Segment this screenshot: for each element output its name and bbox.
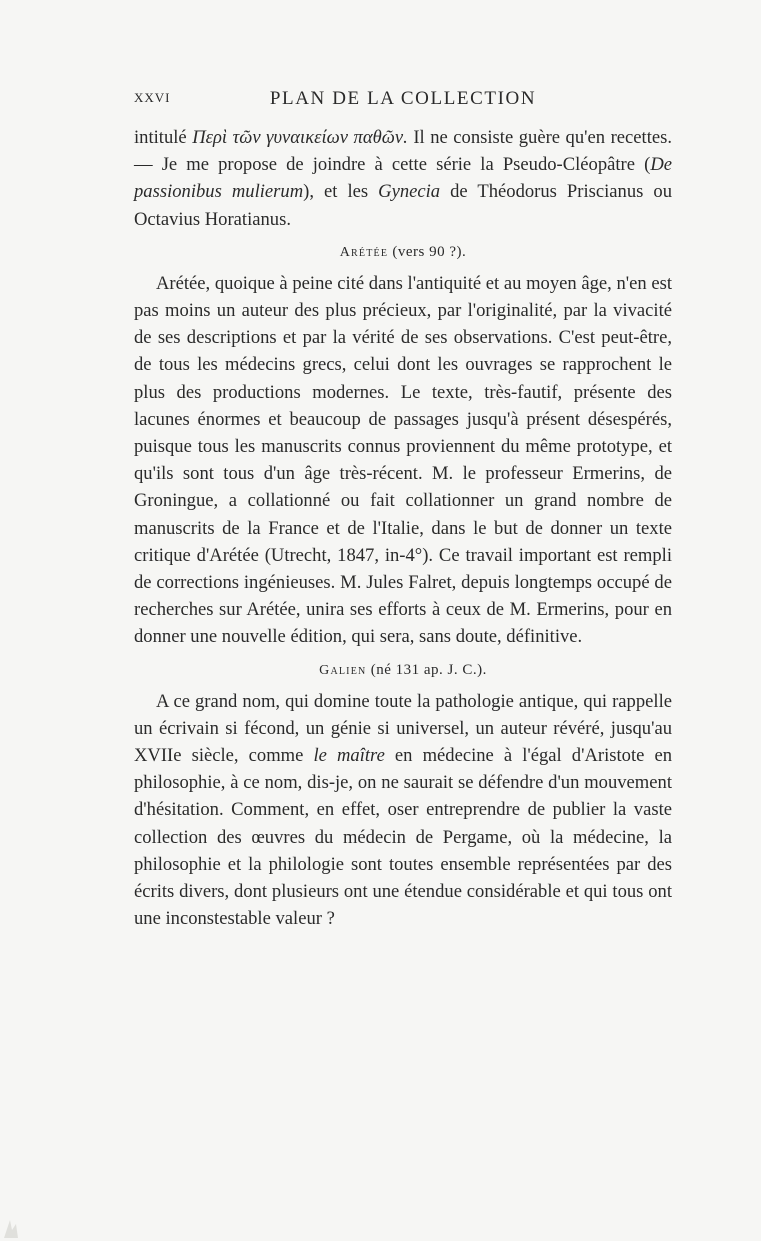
intro-text-a: intitulé: [134, 127, 193, 148]
body-text: [134, 124, 672, 932]
galien-paragraph: [134, 688, 672, 933]
section-heading-aretee: [134, 244, 672, 261]
section-heading-name: Galien: [319, 662, 367, 678]
running-title: PLAN DE LA COLLECTION: [269, 88, 537, 109]
page-number: XXVI: [134, 90, 171, 105]
galien-text-b: en médecine à l'égal d'Aristote en philosophie, à ce nom, dis-je, on ne saurait se défendre d'un mouvement d'hésitation. Comment, en effet, oser entreprendre de publier la vaste collection des œuvres du médecin de Pergame, où la médecine, la philosophie et la philologie sont toutes ensemble représentées par des écrits divers, dont plusieurs ont une étendue considérable et qui tous ont une inconstestable valeur ?: [134, 745, 672, 930]
section-heading-galien: [134, 662, 672, 679]
intro-paragraph: [134, 124, 672, 233]
latin-title: De passionibus mulierum: [134, 154, 672, 203]
paper-mark: [2, 1200, 32, 1240]
gynecia-title: Gynecia: [378, 181, 441, 203]
galien-italic: le maître: [313, 745, 385, 767]
section-heading-name: Arétée: [339, 244, 389, 260]
greek-title: Περὶ τῶν γυναικείων παθῶν.: [192, 127, 408, 148]
intro-text-c: ), et les: [303, 181, 379, 203]
page-header: [134, 88, 672, 112]
intro-text-d: de Théodorus Priscianus ou Octavius Horatianus.: [134, 181, 672, 230]
section-heading-date: (vers 90 ?).: [392, 243, 467, 260]
section-heading-date: (né 131 ap. J. C.).: [370, 661, 487, 678]
aretee-paragraph: Arétée, quoique à peine cité dans l'antiquité et au moyen âge, n'en est pas moins un auteur des plus précieux, par l'originalité, par la vivacité de ses descriptions et par la vérité de ses observations. C'est peut-être, de tous les médecins grecs, celui dont les ouvrages se rapprochent le plus des productions modernes. Le texte, très-fautif, présente des lacunes énormes et beaucoup de passages jusqu'à présent désespérés, puisque tous les manuscrits connus proviennent du même prototype, et qu'ils sont tous d'un âge très-récent. M. le professeur Ermerins, de Groningue, a collationné ou fait collationner un grand nombre de manuscrits de la France et de l'Italie, dans le but de donner un texte critique d'Arétée (Utrecht, 1847, in-4°). Ce travail important est rempli de corrections ingénieuses. M. Jules Falret, depuis longtemps occupé de recherches sur Arétée, unira ses efforts à ceux de M. Ermerins, pour en donner une nouvelle édition, qui sera, sans doute, définitive.: [134, 272, 672, 648]
intro-text-b: Il ne consiste guère qu'en recettes. — Je me propose de joindre à cette série la Pseudo-Cléopâtre (: [134, 127, 673, 176]
galien-text-a: A ce grand nom, qui domine toute la pathologie antique, qui rappelle un écrivain si fécond, un génie si universel, un auteur révéré, jusqu'au XVIIe siècle, comme: [134, 690, 672, 767]
